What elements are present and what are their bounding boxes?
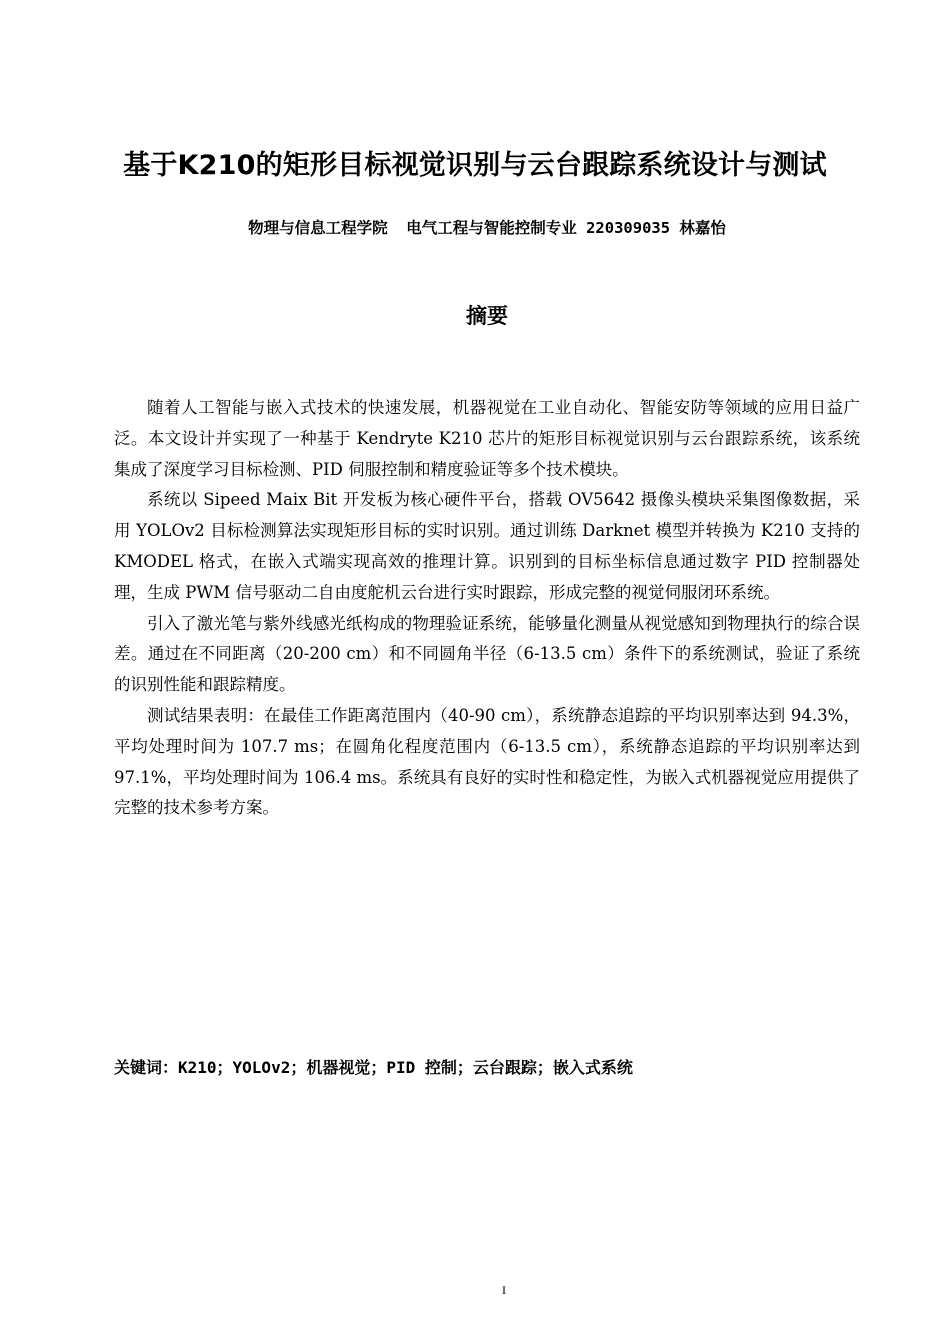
abstract-paragraph: 系统以 Sipeed Maix Bit 开发板为核心硬件平台，搭载 OV5642 摄像头模块采集图像数据，采用 YOLOv2 目标检测算法实现矩形目标的实时识别。通过训练 Darknet 模型并转换为 K210 支持的 KMODEL 格式，在嵌入式端实现高效的推理计算。识别到的目标坐标信息通过数字 PID 控制器处理，生成 PWM 信号驱动二自由度舵机云台进行实时跟踪，形成完整的视觉伺服闭环系统。 <box>114 490 860 602</box>
keywords: 关键词：K210；YOLOv2；机器视觉；PID 控制；云台跟踪；嵌入式系统 <box>114 1058 633 1077</box>
abstract-body <box>114 393 860 824</box>
author-info: 物理与信息工程学院 电气工程与智能控制专业 220309035 林嘉怡 <box>248 219 726 237</box>
abstract-paragraph: 随着人工智能与嵌入式技术的快速发展，机器视觉在工业自动化、智能安防等领域的应用日益广泛。本文设计并实现了一种基于 Kendryte K210 芯片的矩形目标视觉识别与云台跟踪系统，该系统集成了深度学习目标检测、PID 伺服控制和精度验证等多个技术模块。 <box>114 398 860 479</box>
abstract-paragraph: 引入了激光笔与紫外线感光纸构成的物理验证系统，能够量化测量从视觉感知到物理执行的综合误差。通过在不同距离（20-200 cm）和不同圆角半径（6-13.5 cm）条件下的系统测试，验证了系统的识别性能和跟踪精度。 <box>114 613 860 695</box>
abstract-heading: 摘要 <box>466 304 508 328</box>
abstract-paragraph: 测试结果表明：在最佳工作距离范围内（40-90 cm），系统静态追踪的平均识别率达到 94.3%，平均处理时间为 107.7 ms；在圆角化程度范围内（6-13.5 cm），系统静态追踪的平均识别率达到 97.1%，平均处理时间为 106.4 ms。系统具有良好的实时性和稳定性，为嵌入式机器视觉应用提供了完整的技术参考方案。 <box>114 705 860 818</box>
page-number: I <box>502 1283 506 1297</box>
paper-title: 基于K210的矩形目标视觉识别与云台跟踪系统设计与测试 <box>123 150 827 181</box>
